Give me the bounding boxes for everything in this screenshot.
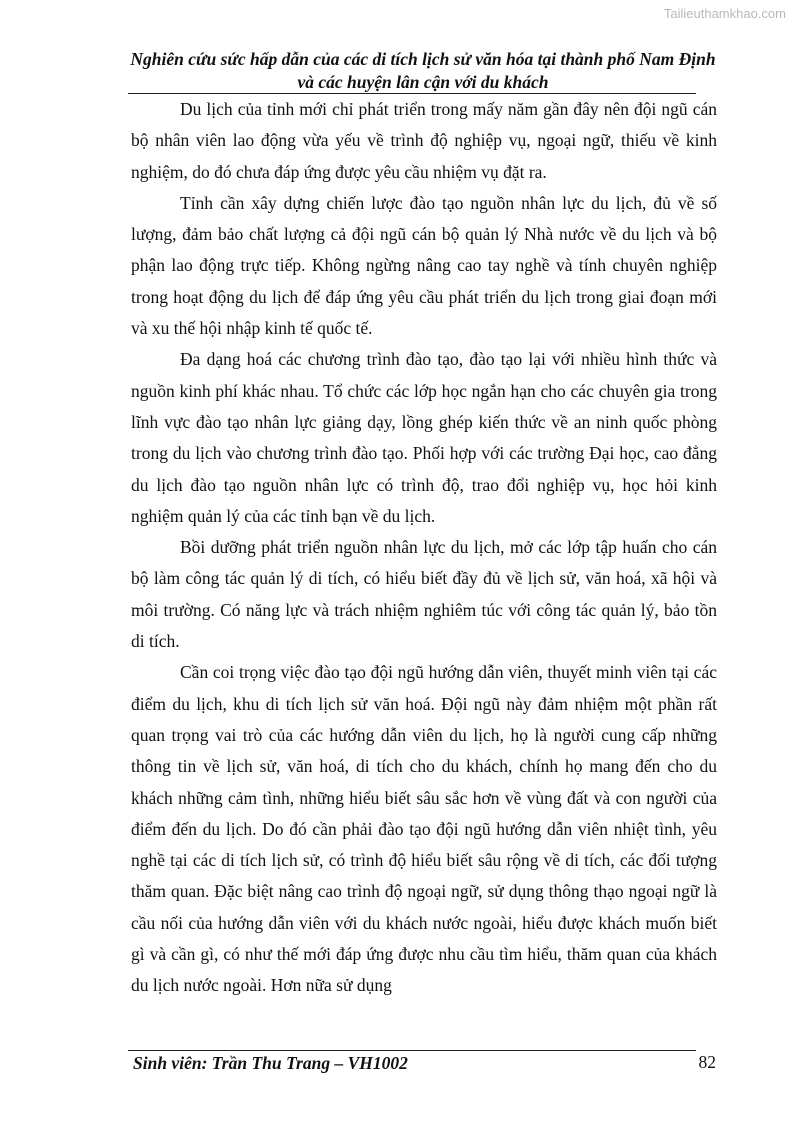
paragraph: Du lịch của tỉnh mới chỉ phát triển trong mấy năm gần đây nên đội ngũ cán bộ nhân viên lao động vừa yếu về trình độ nghiệp vụ, ngoại ngữ, thiếu về kinh nghiệm, do đó chưa đáp ứng được yêu cầu nhiệm vụ đặt ra. <box>131 99 717 182</box>
page-number: 82 <box>698 1052 716 1072</box>
paragraph: Tỉnh cần xây dựng chiến lược đào tạo nguồn nhân lực du lịch, đủ về số lượng, đảm bảo chất lượng cả đội ngũ cán bộ quản lý Nhà nước về du lịch và bộ phận lao động trực tiếp. Không ngừng nâng cao tay nghề và tính chuyên nghiệp trong hoạt động du lịch để đáp ứng yêu cầu phát triển du lịch trong giai đoạn mới và xu thế hội nhập kinh tế quốc tế. <box>131 192 717 339</box>
footer-divider <box>128 1050 696 1051</box>
footer-author: Sinh viên: Trần Thu Trang – VH1002 <box>133 1053 408 1073</box>
paragraph: Đa dạng hoá các chương trình đào tạo, đào tạo lại với nhiều hình thức và nguồn kinh phí khác nhau. Tổ chức các lớp học ngắn hạn cho các chuyên gia trong lĩnh vực đào tạo nhân lực giảng dạy, lồng ghép kiến thức về an ninh quốc phòng trong du lịch vào chương trình đào tạo. Phối hợp với các trường Đại học, cao đẳng du lịch đào tạo nguồn nhân lực có trình độ, trao đổi nghiệp vụ, học hỏi kinh nghiệm quản lý của các tỉnh bạn về du lịch. <box>131 349 717 526</box>
watermark: Tailieuthamkhao.com <box>663 6 786 21</box>
running-header-title: Nghiên cứu sức hấp dẫn của các di tích lịch sử văn hóa tại thành phố Nam Định và các huyện lân cận với du khách <box>130 49 716 92</box>
paragraph: Cần coi trọng việc đào tạo đội ngũ hướng dẫn viên, thuyết minh viên tại các điểm du lịch, khu di tích lịch sử văn hoá. Đội ngũ này đảm nhiệm một phần rất quan trọng vai trò của các hướng dẫn viên du lịch, họ là người cung cấp những thông tin về lịch sử, văn hoá, di tích cho du khách, chính họ mang đến cho du khách những cảm tình, những hiểu biết sâu sắc hơn về vùng đất và con người của điểm đến du lịch. Do đó cần phải đào tạo đội ngũ hướng dẫn viên nhiệt tình, yêu nghề tại các di tích lịch sử, có trình độ hiểu biết sâu rộng về di tích, các đối tượng thăm quan. Đặc biệt nâng cao trình độ ngoại ngữ, sử dụng thông thạo ngoại ngữ là cầu nối của hướng dẫn viên với du khách nước ngoài, hiểu được khách muốn biết gì và cần gì, có như thế mới đáp ứng được nhu cầu tìm hiểu, thăm quan của khách du lịch nước ngoài. Hơn nữa sử dụng <box>131 662 717 996</box>
paragraph: Bồi dưỡng phát triển nguồn nhân lực du lịch, mở các lớp tập huấn cho cán bộ làm công tác quản lý di tích, có hiểu biết đầy đủ về lịch sử, văn hoá, xã hội và môi trường. Có năng lực và trách nhiệm nghiêm túc với công tác quản lý, bảo tồn di tích. <box>131 537 717 652</box>
body-text <box>131 94 717 1002</box>
